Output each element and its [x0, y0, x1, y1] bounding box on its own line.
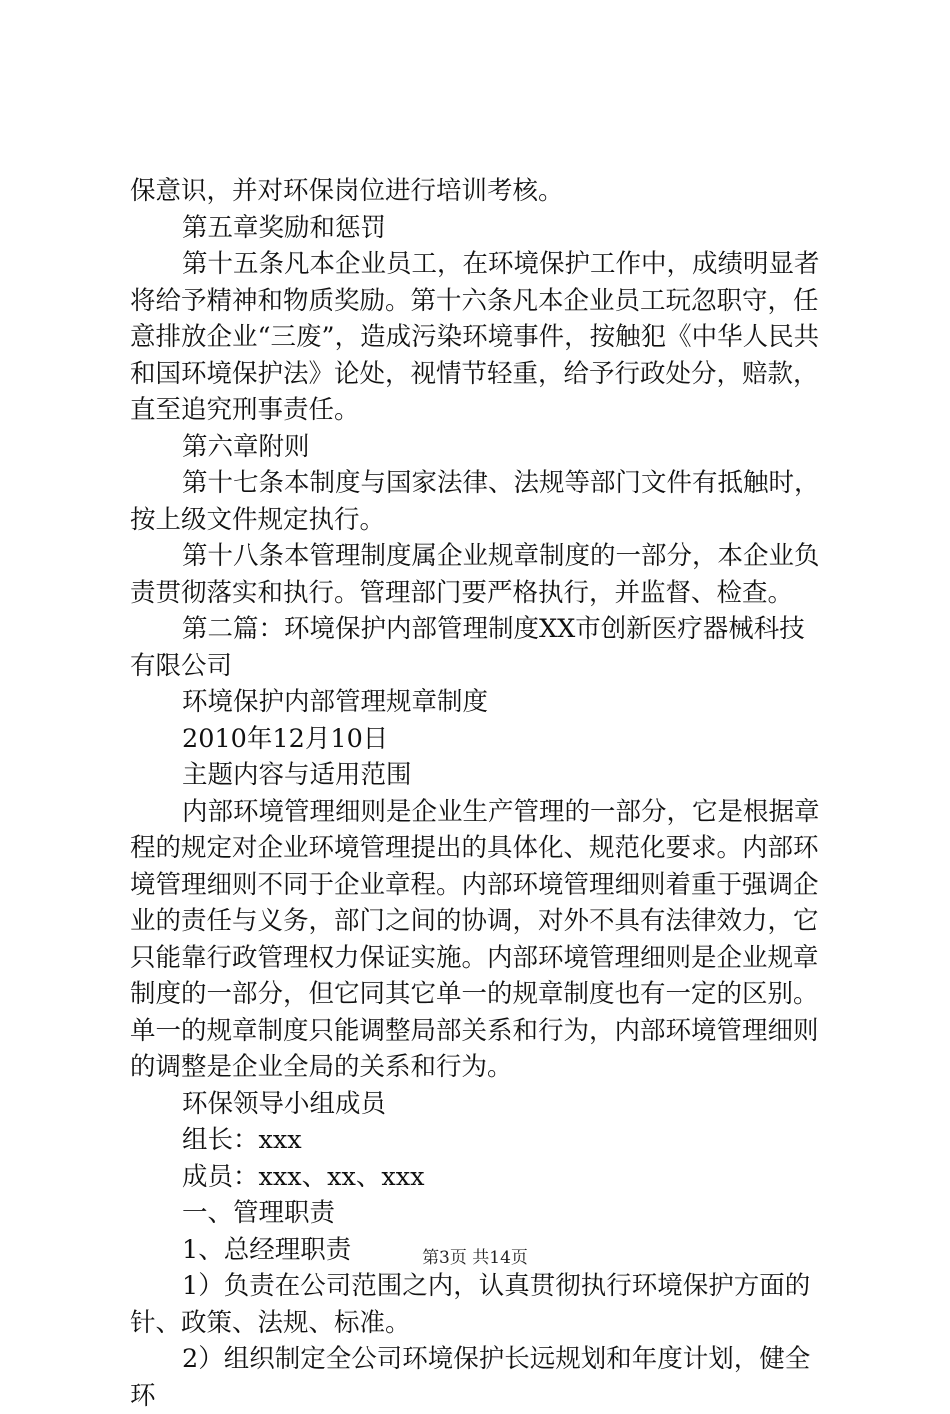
- paragraph-15-heading: 一、管理职责: [182, 1198, 336, 1228]
- paragraph-11: 内部环境管理细则是企业生产管理的一部分，它是根据章程的规定对企业环境管理提出的具体化、规范化要求。内部环境管理细则不同于企业章程。内部环境管理细则着重于强调企业的责任与义务，部门之间的协调，对外不具有法律效力，它只能靠行政管理权力保证实施。内部环境管理细则是企业规章制度的一部分，但它同其它单一的规章制度也有一定的区别。单一的规章制度只能调整局部关系和行为，内部环境管理细则的调整是企业全局的关系和行为。: [130, 796, 820, 1082]
- paragraph-14-members: 成员：xxx、xx、xxx: [182, 1161, 425, 1192]
- paragraph-10-heading: 主题内容与适用范围: [182, 760, 412, 790]
- paragraph-16-heading: 1、总经理职责: [182, 1234, 352, 1265]
- paragraph-4-chapter-heading: 第六章附则: [182, 431, 310, 462]
- paragraph-2-chapter-heading: 第五章奖励和惩罚: [182, 212, 387, 243]
- paragraph-13-leader: 组长：xxx: [182, 1125, 302, 1155]
- page-number-footer: 第3页 共14页: [422, 1248, 528, 1268]
- paragraph-5: 第十七条本制度与国家法律、法规等部门文件有抵触时，按上级文件规定执行。: [130, 468, 820, 535]
- document-body: [130, 173, 830, 1414]
- paragraph-8-doc-title: 环境保护内部管理规章制度: [182, 687, 489, 717]
- paragraph-7-section-title: 第二篇：环境保护内部管理制度XX市创新医疗器械科技有限公司: [130, 614, 805, 681]
- paragraph-9-date: 2010年12月10日: [182, 723, 389, 754]
- paragraph-12-heading: 环保领导小组成员: [182, 1088, 387, 1119]
- paragraph-18: 2）组织制定全公司环境保护长远规划和年度计划，健全环: [130, 1344, 811, 1411]
- paragraph-17: 1）负责在公司范围之内，认真贯彻执行环境保护方面的针、政策、法规、标准。: [130, 1271, 811, 1338]
- paragraph-1: 保意识，并对环保岗位进行培训考核。: [130, 176, 564, 206]
- paragraph-6: 第十八条本管理制度属企业规章制度的一部分，本企业负责贯彻落实和执行。管理部门要严格执行，并监督、检查。: [130, 541, 820, 608]
- paragraph-3: 第十五条凡本企业员工，在环境保护工作中，成绩明显者将给予精神和物质奖励。第十六条凡本企业员工玩忽职守，任意排放企业“三废”，造成污染环境事件，按触犯《中华人民共和国环境保护法》论处，视情节轻重，给予行政处分，赔款，直至追究刑事责任。: [130, 249, 820, 425]
